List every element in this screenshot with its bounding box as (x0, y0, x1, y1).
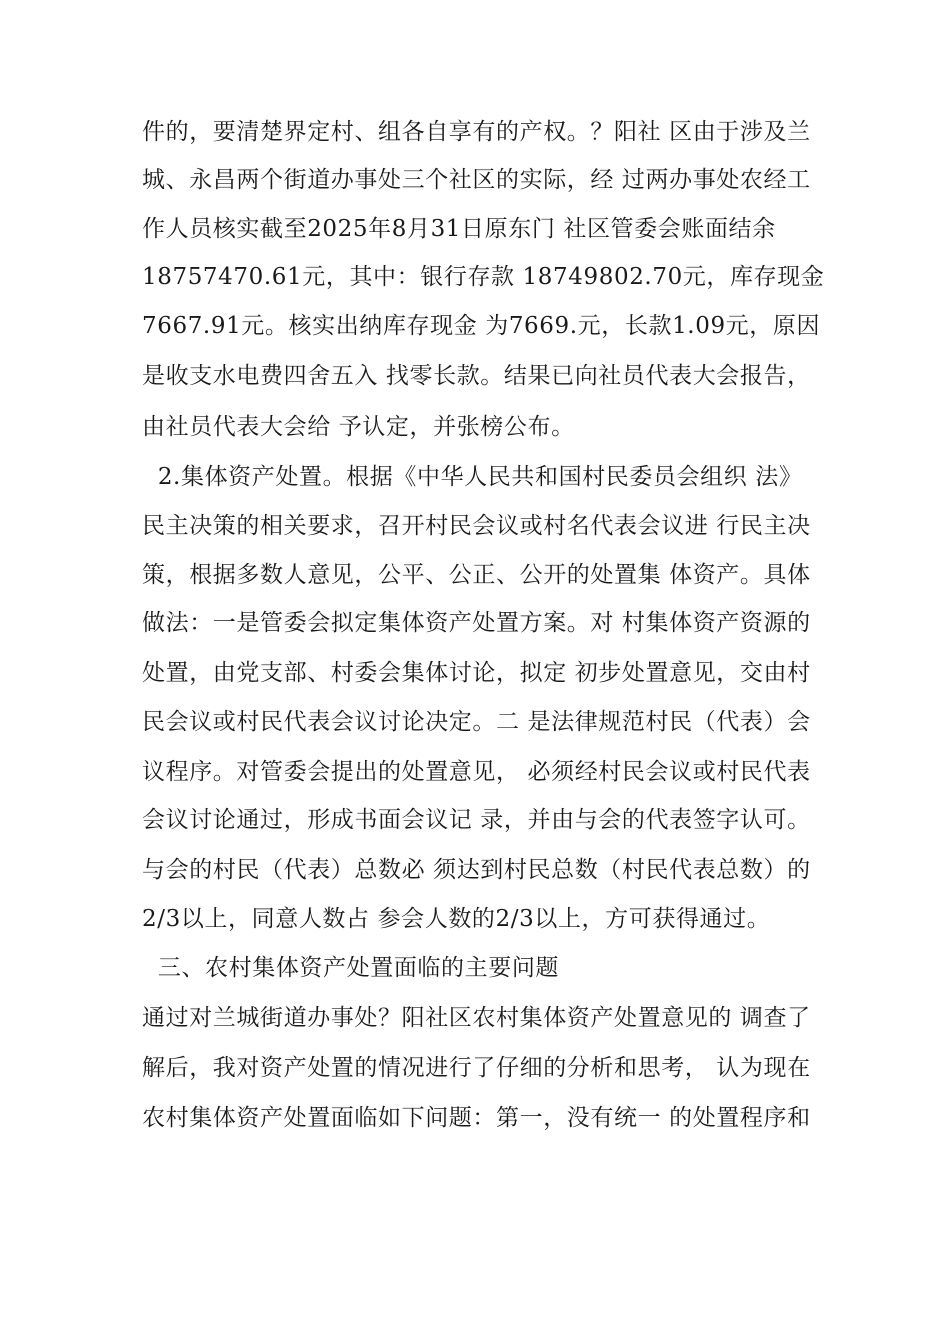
text-line: 解后，我对资产处置的情况进行了仔细的分析和思考， 认为现在 (142, 1055, 811, 1081)
text-line: 处置，由党支部、村委会集体讨论，拟定 初步处置意见，交由村 (142, 660, 811, 686)
text-line: 是收支水电费四舍五入 找零长款。结果已向社员代表大会报告， (142, 363, 811, 389)
text-line: 会议讨论通过，形成书面会议记 录，并由与会的代表签字认可。 (142, 807, 811, 833)
text-line: 2.集体资产处置。根据《中华人民共和国村民委员会组织 法》 (142, 464, 803, 490)
section-heading: 三、农村集体资产处置面临的主要问题 (142, 955, 560, 981)
text-line: 民主决策的相关要求，召开村民会议或村名代表会议进 行民主决 (142, 513, 811, 539)
text-line: 与会的村民（代表）总数必 须达到村民总数（村民代表总数）的 (142, 857, 811, 883)
text-line: 7667.91元。核实出纳库存现金 为7669.元，长款1.09元，原因 (142, 313, 821, 339)
text-line: 农村集体资产处置面临如下问题：第一，没有统一 的处置程序和 (142, 1105, 811, 1131)
text-line: 通过对兰城街道办事处？阳社区农村集体资产处置意见的 调查了 (142, 1005, 811, 1031)
text-line: 民会议或村民代表会议讨论决定。二 是法律规范村民（代表）会 (142, 709, 811, 735)
text-line: 18757470.61元，其中：银行存款 18749802.70元，库存现金 (142, 264, 825, 290)
text-line: 2/3以上，同意人数占 参会人数的2/3以上，方可获得通过。 (142, 906, 771, 932)
text-line: 策，根据多数人意见，公平、公正、公开的处置集 体资产。具体 (142, 562, 811, 588)
text-line: 件的，要清楚界定村、组各自享有的产权。？阳社 区由于涉及兰 (142, 119, 811, 145)
text-line: 议程序。对管委会提出的处置意见， 必须经村民会议或村民代表 (142, 759, 811, 785)
text-line: 由社员代表大会给 予认定，并张榜公布。 (142, 414, 575, 440)
text-line: 做法：一是管委会拟定集体资产处置方案。对 村集体资产资源的 (142, 610, 811, 636)
text-line: 城、永昌两个街道办事处三个社区的实际，经 过两办事处农经工 (142, 167, 811, 193)
text-line: 作人员核实截至2025年8月31日原东门 社区管委会账面结余 (142, 216, 776, 242)
